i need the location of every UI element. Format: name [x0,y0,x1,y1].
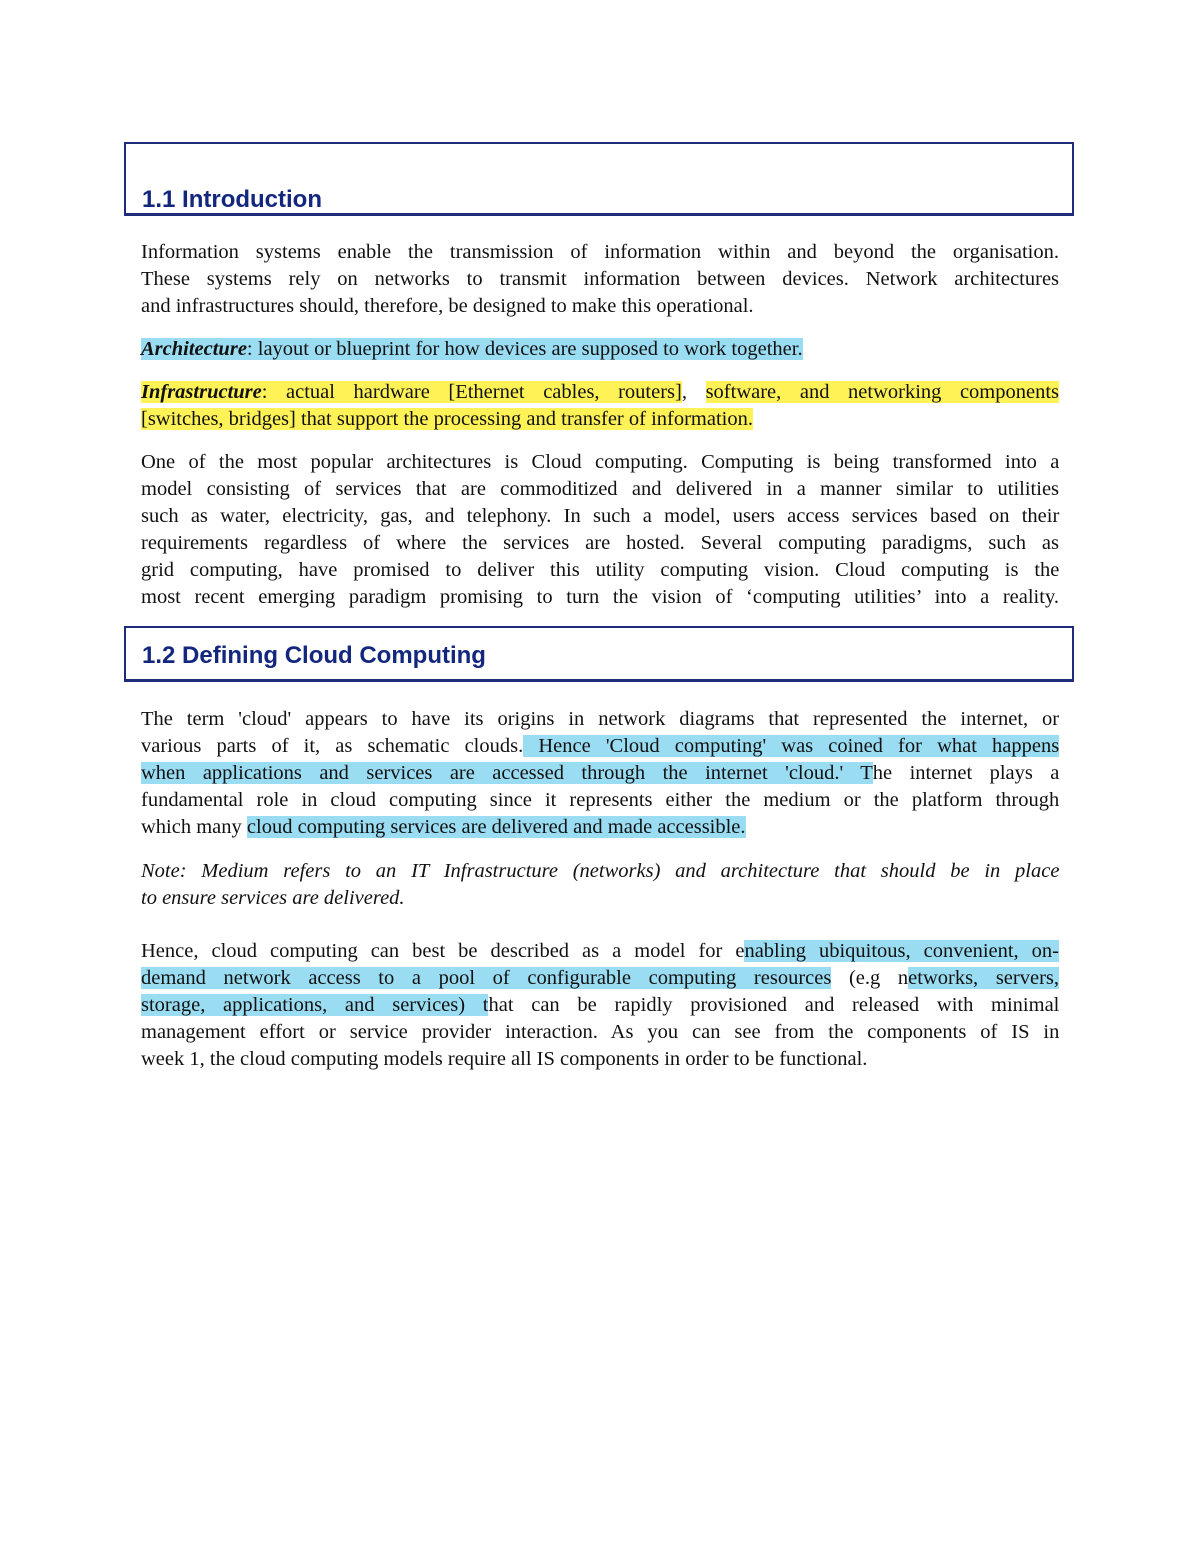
highlight-blue: etworks, servers, [908,967,1059,989]
text-line: week 1, the cloud computing models require all IS components in order to be functional. [141,1048,868,1070]
plain-text: Hence, cloud computing can best be described as a model for e [141,940,745,962]
text-line: such as water, electricity, gas, and telephony. In such a model, users access services based on their [141,505,1060,527]
highlight-blue: nabling ubiquitous, convenient, on- [744,940,1060,962]
highlight-blue: storage, applications, and services) t [141,994,489,1016]
highlight-yellow [141,381,682,403]
text-line [141,938,1059,965]
text-line: Note: Medium refers to an IT Infrastructure (networks) and architecture that should be in place [141,860,1060,882]
cloud-architecture-paragraph [141,449,1059,611]
text-line: model consisting of services that are commoditized and delivered in a manner similar to utilities [141,478,1060,500]
plain-text: , [681,381,706,403]
section-heading-box-introduction [124,142,1074,216]
infrastructure-definition [141,379,1059,433]
plain-text: he internet plays a [872,762,1060,784]
text-line: management effort or service provider interaction. As you can see from the components of IS in [141,1021,1060,1043]
term-infrastructure: Infrastructure [141,381,262,403]
highlight-blue: cloud computing services are delivered and made accessible. [246,816,746,838]
text-line: fundamental role in cloud computing since it represents either the medium or the platform through [141,789,1060,811]
text-line: These systems rely on networks to transmit information between devices. Network architectures [141,268,1060,290]
text-line: most recent emerging paradigm promising to turn the vision of ‘computing utilities’ into a reality. [141,586,1059,608]
text-line: One of the most popular architectures is Cloud computing. Computing is being transformed into a [141,451,1060,473]
text-line: Information systems enable the transmission of information within and beyond the organisation. [141,241,1059,263]
text-line: The term 'cloud' appears to have its origins in network diagrams that represented the internet, or [141,708,1060,730]
section-heading-defining-cloud: 1.2 Defining Cloud Computing [142,642,486,669]
text-line [141,733,1059,760]
text-line [141,814,1059,841]
cloud-definition-paragraph [141,938,1059,1073]
section-heading-box-defining-cloud [124,626,1074,682]
plain-text: which many [141,816,247,838]
highlight-blue: demand network access to a pool of configurable computing resources [141,967,832,989]
highlight-blue: when applications and services are accessed through the internet 'cloud.' T [141,762,873,784]
architecture-definition [141,336,1059,363]
plain-text: hat can be rapidly provisioned and released with minimal [488,994,1060,1016]
text-line [141,760,1059,787]
text-line [141,379,1059,406]
text-line: requirements regardless of where the services are hosted. Several computing paradigms, such as [141,532,1059,554]
highlight-yellow: [switches, bridges] that support the processing and transfer of information. [141,408,753,430]
text-line [141,965,1059,992]
highlight-yellow: software, and networking components [705,381,1060,403]
text-line [141,406,1059,433]
text-line [141,336,1059,363]
infrastructure-definition-text: : actual hardware [Ethernet cables, routers] [261,381,682,403]
term-architecture: Architecture [141,338,247,360]
text-line: to ensure services are delivered. [141,887,405,909]
text-line: grid computing, have promised to deliver this utility computing vision. Cloud computing is the [141,559,1060,581]
cloud-term-paragraph [141,706,1059,841]
highlight-blue: Hence 'Cloud computing' was coined for what happens [523,735,1060,757]
architecture-definition-text: : layout or blueprint for how devices are supposed to work together. [246,338,803,360]
text-line [141,992,1059,1019]
plain-text: (e.g n [831,967,909,989]
intro-paragraph [141,239,1059,320]
note-paragraph [141,858,1059,912]
section-heading-introduction: 1.1 Introduction [142,186,322,213]
highlight-blue [141,338,803,360]
plain-text: various parts of it, as schematic clouds. [141,735,524,757]
text-line: and infrastructures should, therefore, be designed to make this operational. [141,295,754,317]
